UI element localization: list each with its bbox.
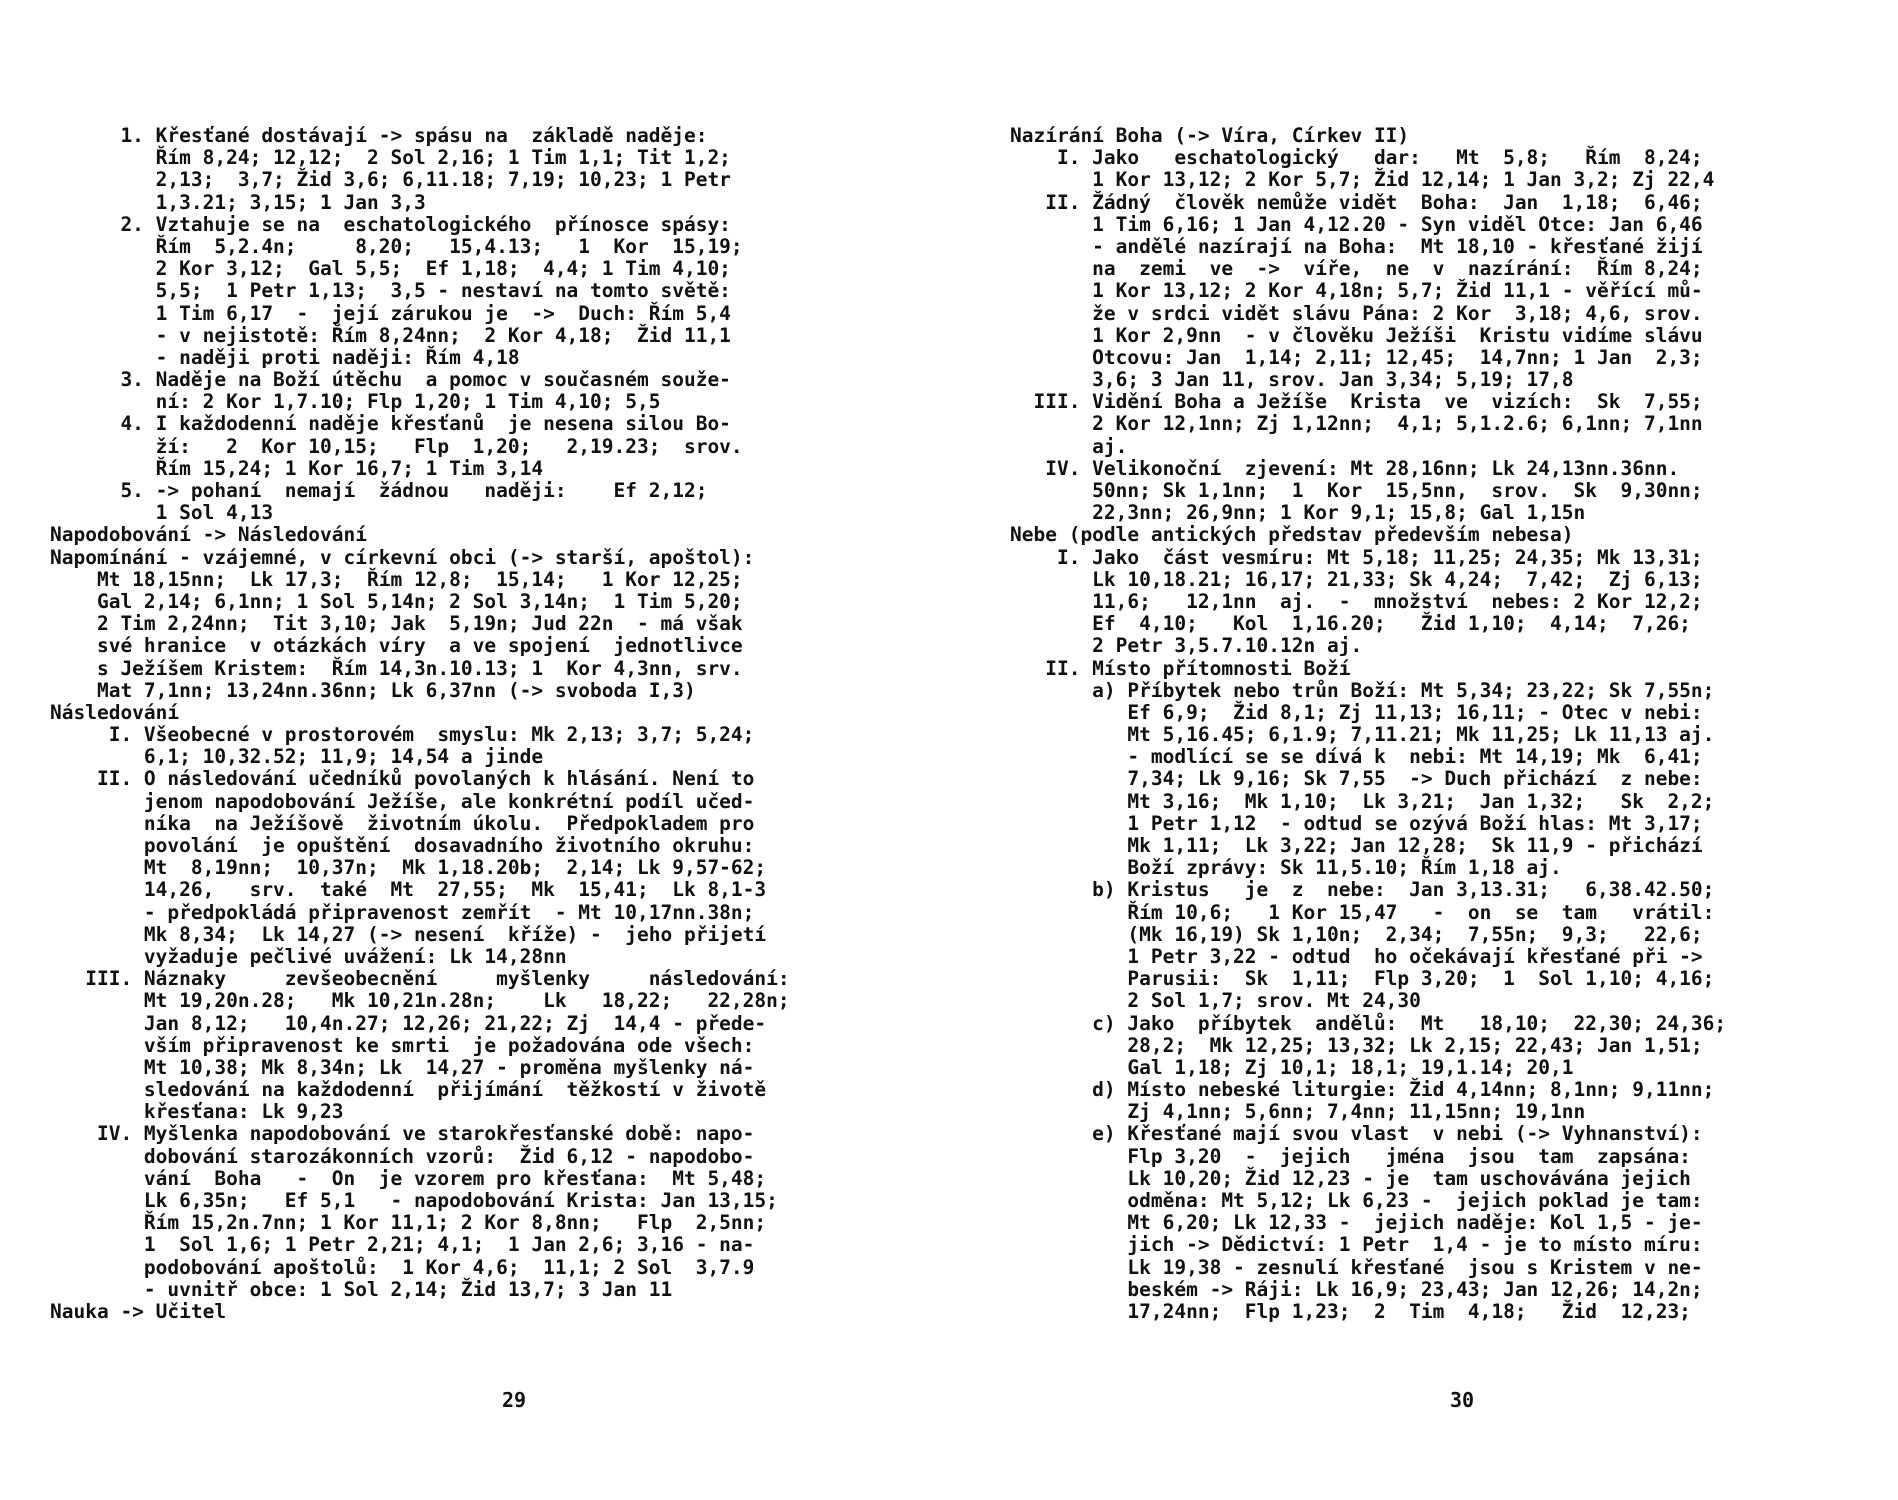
text-line: 1 Petr 1,12 - odtud se ozývá Boží hlas: Mt 3,17; — [1010, 811, 1703, 835]
text-line: beském -> Ráji: Lk 16,9; 23,43; Jan 12,26; 14,2n; — [1010, 1277, 1703, 1301]
text-line: Nazírání Boha (-> Víra, Církev II) — [1010, 124, 1410, 147]
text-line: Gal 2,14; 6,1nn; 1 Sol 5,14n; 2 Sol 3,14n; 1 Tim 5,20; — [50, 589, 743, 613]
text-line: - uvnitř obce: 1 Sol 2,14; Žid 13,7; 3 Jan 11 — [50, 1277, 673, 1301]
text-line: 22,3nn; 26,9nn; 1 Kor 9,1; 15,8; Gal 1,15n — [1010, 501, 1586, 525]
text-line: - modlící se se dívá k nebi: Mt 14,19; Mk 6,41; — [1010, 745, 1703, 769]
text-line: 2 Sol 1,7; srov. Mt 24,30 — [1010, 989, 1421, 1013]
text-line: Mt 8,19nn; 10,37n; Mk 1,18.20b; 2,14; Lk 9,57-62; — [50, 856, 767, 880]
text-line: Mt 6,20; Lk 12,33 - jejich naděje: Kol 1,5 - je- — [1010, 1211, 1703, 1235]
text-line: Ef 6,9; Žid 8,1; Zj 11,13; 16,11; - Otec v nebi: — [1010, 700, 1703, 724]
text-line: - naději proti naději: Řím 4,18 — [50, 345, 520, 369]
text-line: Otcovu: Jan 1,14; 2,11; 12,45; 14,7nn; 1 Jan 2,3; — [1010, 345, 1703, 369]
text-line: Následování — [50, 700, 180, 724]
text-line: 1 Kor 13,12; 2 Kor 5,7; Žid 12,14; 1 Jan 3,2; Zj 22,4 — [1010, 168, 1715, 192]
text-line: Mt 19,20n.28; Mk 10,21n.28n; Lk 18,22; 22,28n; — [50, 989, 790, 1013]
text-line: Mt 3,16; Mk 1,10; Lk 3,21; Jan 1,32; Sk 2,2; — [1010, 789, 1715, 813]
text-line: jenom napodobování Ježíše, ale konkrétní podíl učed- — [50, 789, 755, 813]
text-line: 3,6; 3 Jan 11, srov. Jan 3,34; 5,19; 17,8 — [1010, 368, 1574, 392]
text-line: Napomínání - vzájemné, v církevní obci (-> starší, apoštol): — [50, 545, 755, 569]
text-line: že v srdci vidět slávu Pána: 2 Kor 3,18; 4,6, srov. — [1010, 301, 1703, 325]
text-line: I. Všeobecné v prostorovém smyslu: Mk 2,13; 3,7; 5,24; — [50, 723, 755, 747]
page-number-left: 29 — [502, 1388, 527, 1412]
text-line: Mk 8,34; Lk 14,27 (-> nesení kříže) - jeho přijetí — [50, 922, 767, 946]
text-line: 2 Kor 12,1nn; Zj 1,12nn; 4,1; 5,1.2.6; 6,1nn; 7,1nn — [1010, 412, 1703, 436]
page-number-right: 30 — [1450, 1388, 1475, 1412]
text-line: I. Jako eschatologický dar: Mt 5,8; Řím 8,24; — [1010, 146, 1703, 170]
text-line: Nebe (podle antických představ především nebesa) — [1010, 523, 1574, 547]
text-line: III. Náznaky zevšeobecnění myšlenky následování: — [50, 967, 790, 991]
text-line: Lk 19,38 - zesnulí křesťané jsou s Kristem v ne- — [1010, 1255, 1703, 1279]
text-line: 1 Tim 6,17 - její zárukou je -> Duch: Řím 5,4 — [50, 301, 731, 325]
text-line: jich -> Dědictví: 1 Petr 1,4 - je to místo míru: — [1010, 1233, 1703, 1257]
text-line: (Mk 16,19) Sk 1,10n; 2,34; 7,55n; 9,3; 22,6; — [1010, 922, 1703, 946]
text-line: Mt 10,38; Mk 8,34n; Lk 14,27 - proměna myšlenky ná- — [50, 1055, 755, 1079]
text-line: d) Místo nebeské liturgie: Žid 4,14nn; 8,1nn; 9,11nn; — [1010, 1078, 1715, 1102]
text-line: ží: 2 Kor 10,15; Flp 1,20; 2,19.23; srov. — [50, 434, 743, 458]
text-line: povolání je opuštění dosavadního životního okruhu: — [50, 834, 755, 857]
text-line: Řím 15,2n.7nn; 1 Kor 11,1; 2 Kor 8,8nn; Flp 2,5nn; — [50, 1211, 767, 1235]
text-line: vyžaduje pečlivé uvážení: Lk 14,28nn — [50, 944, 567, 968]
text-line: - předpokládá připravenost zemřít - Mt 10,17nn.38n; — [50, 900, 755, 924]
text-line: 7,34; Lk 9,16; Sk 7,55 -> Duch přichází z nebe: — [1010, 767, 1703, 791]
text-line: vání Boha - On je vzorem pro křesťana: Mt 5,48; — [50, 1166, 767, 1190]
text-line: Mk 1,11; Lk 3,22; Jan 12,28; Sk 11,9 - přichází — [1010, 834, 1703, 857]
text-line: 1 Sol 4,13 — [50, 501, 274, 525]
text-line: 6,1; 10,32.52; 11,9; 14,54 a jinde — [50, 745, 544, 769]
text-line: 2 Kor 3,12; Gal 5,5; Ef 1,18; 4,4; 1 Tim 4,10; — [50, 257, 731, 281]
text-line: 5,5; 1 Petr 1,13; 3,5 - nestaví na tomto světě: — [50, 279, 731, 303]
text-line: 50nn; Sk 1,1nn; 1 Kor 15,5nn, srov. Sk 9,30nn; — [1010, 479, 1703, 502]
text-line: 1 Tim 6,16; 1 Jan 4,12.20 - Syn viděl Otce: Jan 6,46 — [1010, 212, 1703, 236]
text-line: Parusii: Sk 1,11; Flp 3,20; 1 Sol 1,10; 4,16; — [1010, 967, 1715, 991]
text-line: Jan 8,12; 10,4n.27; 12,26; 21,22; Zj 14,4 - přede- — [50, 1011, 767, 1035]
right-page — [1010, 125, 1870, 1323]
text-line: Zj 4,1nn; 5,6nn; 7,4nn; 11,15nn; 19,1nn — [1010, 1100, 1586, 1124]
text-line: s Ježíšem Kristem: Řím 14,3n.10.13; 1 Kor 4,3nn, srv. — [50, 656, 743, 680]
left-page — [50, 125, 890, 1323]
text-line: 5. -> pohaní nemají žádnou naději: Ef 2,12; — [50, 479, 708, 502]
text-line: Lk 6,35n; Ef 5,1 - napodobování Krista: Jan 13,15; — [50, 1189, 778, 1212]
text-line: ní: 2 Kor 1,7.10; Flp 1,20; 1 Tim 4,10; 5,5 — [50, 390, 661, 414]
text-line: Lk 10,20; Žid 12,23 - je tam uschovávána jejich — [1010, 1166, 1691, 1190]
text-line: Ef 4,10; Kol 1,16.20; Žid 1,10; 4,14; 7,26; — [1010, 612, 1691, 636]
text-line: IV. Velikonoční zjevení: Mt 28,16nn; Lk 24,13nn.36nn. — [1010, 456, 1680, 480]
text-line: 1. Křesťané dostávají -> spásu na základě naděje: — [50, 124, 708, 147]
text-line: a) Příbytek nebo trůn Boží: Mt 5,34; 23,22; Sk 7,55n; — [1010, 678, 1715, 702]
text-line: 1 Sol 1,6; 1 Petr 2,21; 4,1; 1 Jan 2,6; 3,16 - na- — [50, 1233, 755, 1257]
text-line: 1 Kor 2,9nn - v člověku Ježíši Kristu vidíme slávu — [1010, 323, 1703, 347]
text-line: odměna: Mt 5,12; Lk 6,23 - jejich poklad je tam: — [1010, 1189, 1703, 1212]
text-line: vším připravenost ke smrti je požadována ode všech: — [50, 1033, 755, 1057]
text-line: 11,6; 12,1nn aj. - množství nebes: 2 Kor 12,2; — [1010, 589, 1703, 613]
text-line: II. Žádný člověk nemůže vidět Boha: Jan 1,18; 6,46; — [1010, 190, 1703, 214]
text-line: Lk 10,18.21; 16,17; 21,33; Sk 4,24; 7,42; Zj 6,13; — [1010, 567, 1703, 591]
text-line: na zemi ve -> víře, ne v nazírání: Řím 8,24; — [1010, 257, 1703, 281]
text-line: b) Kristus je z nebe: Jan 3,13.31; 6,38.42.50; — [1010, 878, 1715, 902]
text-line: IV. Myšlenka napodobování ve starokřesťanské době: napo- — [50, 1122, 755, 1146]
text-line: Mat 7,1nn; 13,24nn.36nn; Lk 6,37nn (-> svoboda I,3) — [50, 678, 696, 702]
text-line: níka na Ježíšově životním úkolu. Předpokladem pro — [50, 811, 755, 835]
text-line: Řím 10,6; 1 Kor 15,47 - on se tam vrátil: — [1010, 900, 1715, 924]
text-line: 1,3.21; 3,15; 1 Jan 3,3 — [50, 190, 426, 214]
text-line: 28,2; Mk 12,25; 13,32; Lk 2,15; 22,43; Jan 1,51; — [1010, 1033, 1703, 1057]
text-line: 3. Naděje na Boží útěchu a pomoc v současném souže- — [50, 368, 731, 392]
text-line: Flp 3,20 - jejich jména jsou tam zapsána: — [1010, 1144, 1691, 1168]
text-line: aj. — [1010, 434, 1128, 458]
text-line: 1 Petr 3,22 - odtud ho očekávají křesťané při -> — [1010, 944, 1703, 968]
text-line: Napodobování -> Následování — [50, 523, 367, 547]
text-line: své hranice v otázkách víry a ve spojení jednotlivce — [50, 634, 743, 658]
text-line: podobování apoštolů: 1 Kor 4,6; 11,1; 2 Sol 3,7.9 — [50, 1255, 755, 1279]
text-line: 14,26, srv. také Mt 27,55; Mk 15,41; Lk 8,1-3 — [50, 878, 767, 902]
text-line: Boží zprávy: Sk 11,5.10; Řím 1,18 aj. — [1010, 856, 1562, 880]
text-line: III. Vidění Boha a Ježíše Krista ve vizích: Sk 7,55; — [1010, 390, 1703, 414]
text-line: křesťana: Lk 9,23 — [50, 1100, 344, 1124]
text-line: Řím 5,2.4n; 8,20; 15,4.13; 1 Kor 15,19; — [50, 234, 743, 258]
text-line: 4. I každodenní naděje křesťanů je nesena silou Bo- — [50, 412, 731, 436]
text-line: 2,13; 3,7; Žid 3,6; 6,11.18; 7,19; 10,23; 1 Petr — [50, 168, 731, 192]
text-line: Gal 1,18; Zj 10,1; 18,1; 19,1.14; 20,1 — [1010, 1055, 1574, 1079]
text-line: 2. Vztahuje se na eschatologického přínosce spásy: — [50, 212, 731, 236]
text-line: - andělé nazírají na Boha: Mt 18,10 - křesťané žijí — [1010, 234, 1703, 258]
text-line: - v nejistotě: Řím 8,24nn; 2 Kor 4,18; Žid 11,1 — [50, 323, 731, 347]
text-line: e) Křesťané mají svou vlast v nebi (-> Vyhnanství): — [1010, 1122, 1703, 1146]
text-line: Řím 15,24; 1 Kor 16,7; 1 Tim 3,14 — [50, 456, 544, 480]
text-line: II. O následování učedníků povolaných k hlásání. Není to — [50, 767, 755, 791]
text-line: sledování na každodenní přijímání těžkostí v životě — [50, 1078, 767, 1102]
text-line: 1 Kor 13,12; 2 Kor 4,18n; 5,7; Žid 11,1 - věřící mů- — [1010, 279, 1703, 303]
text-line: Nauka -> Učitel — [50, 1299, 227, 1323]
text-line: II. Místo přítomnosti Boží — [1010, 656, 1351, 680]
text-line: dobování starozákonních vzorů: Žid 6,12 - napodobo- — [50, 1144, 755, 1168]
text-line: 17,24nn; Flp 1,23; 2 Tim 4,18; Žid 12,23; — [1010, 1299, 1691, 1323]
text-line: Mt 5,16.45; 6,1.9; 7,11.21; Mk 11,25; Lk 11,13 aj. — [1010, 723, 1715, 747]
text-line: Řím 8,24; 12,12; 2 Sol 2,16; 1 Tim 1,1; Tit 1,2; — [50, 146, 731, 170]
text-line: c) Jako příbytek andělů: Mt 18,10; 22,30; 24,36; — [1010, 1011, 1727, 1035]
text-line: 2 Tim 2,24nn; Tit 3,10; Jak 5,19n; Jud 22n - má však — [50, 612, 743, 636]
text-line: 2 Petr 3,5.7.10.12n aj. — [1010, 634, 1363, 658]
text-line: I. Jako část vesmíru: Mt 5,18; 11,25; 24,35; Mk 13,31; — [1010, 545, 1703, 569]
text-line: Mt 18,15nn; Lk 17,3; Řím 12,8; 15,14; 1 Kor 12,25; — [50, 567, 743, 591]
